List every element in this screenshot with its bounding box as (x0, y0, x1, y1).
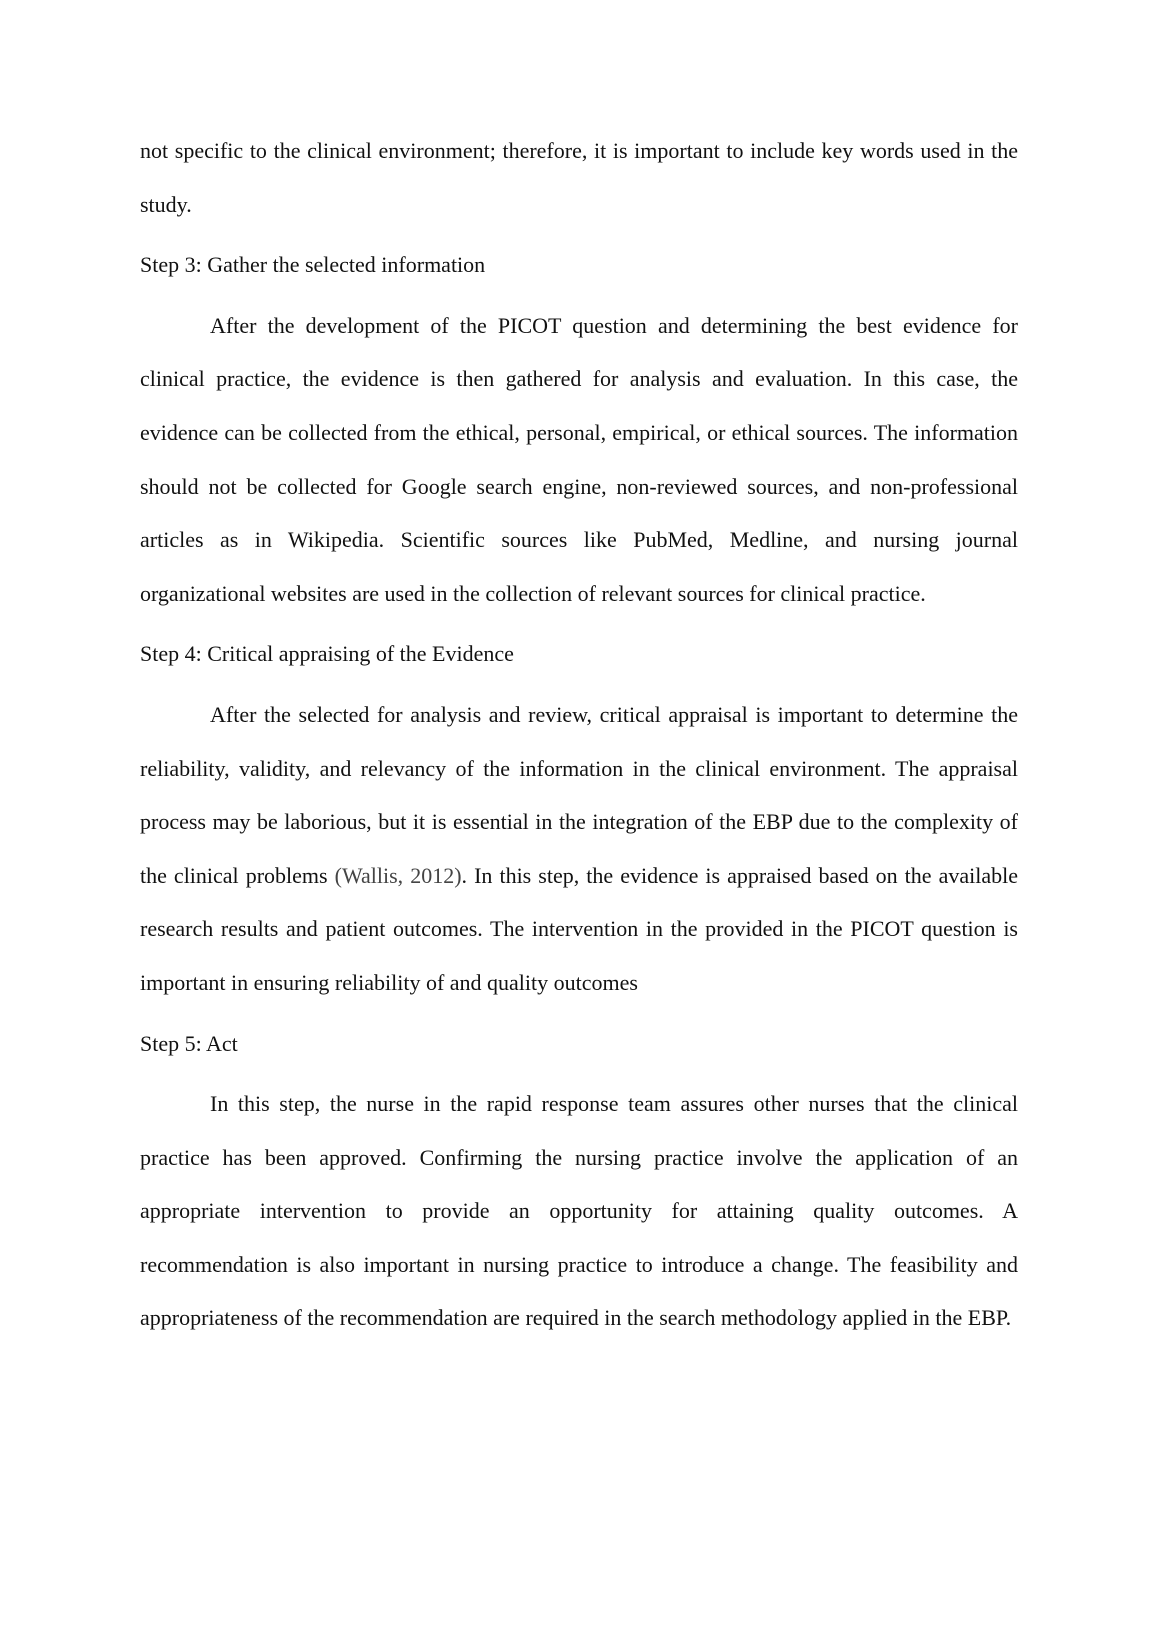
step-5-paragraph: In this step, the nurse in the rapid response team assures other nurses that the clinical practice has been approved. Confirming the nursing practice involve the application of an appropriate intervention to provide an opportunity for attaining quality outcomes. A recommendation is also important in nursing practice to introduce a change. The feasibility and appropriateness of the recommendation are required in the search methodology applied in the EBP. (140, 1091, 1018, 1331)
step-3-paragraph: After the development of the PICOT question and determining the best evidence for clinical practice, the evidence is then gathered for analysis and evaluation. In this case, the evidence can be collected from the ethical, personal, empirical, or ethical sources. The information should not be collected for Google search engine, non-reviewed sources, and non-professional articles as in Wikipedia. Scientific sources like PubMed, Medline, and nursing journal organizational websites are used in the collection of relevant sources for clinical practice. (140, 312, 1018, 606)
step-3-heading: Step 3: Gather the selected information (140, 252, 486, 278)
step-4-paragraph (140, 688, 1018, 1010)
document-body (140, 124, 1018, 1345)
step-4-text-before-citation: After the selected for analysis and review, critical appraisal is important to determine the reliability, validity, and relevancy of the information in the clinical environment. The appraisal process may be laborious, but it is essential in the integration of the EBP due to the complexity of the clinical problems (140, 701, 1018, 888)
step-4-text-after-citation: . In this step, the evidence is appraised based on the available research results and patient outcomes. The intervention in the provided in the PICOT question is important in ensuring reliability of and quality outcomes (140, 862, 1018, 995)
citation: (Wallis, 2012) (334, 862, 462, 888)
step-4-heading: Step 4: Critical appraising of the Evidence (140, 641, 514, 667)
step-5-heading: Step 5: Act (140, 1030, 238, 1056)
continuation-paragraph: not specific to the clinical environment; therefore, it is important to include key words used in the study. (140, 138, 1018, 217)
